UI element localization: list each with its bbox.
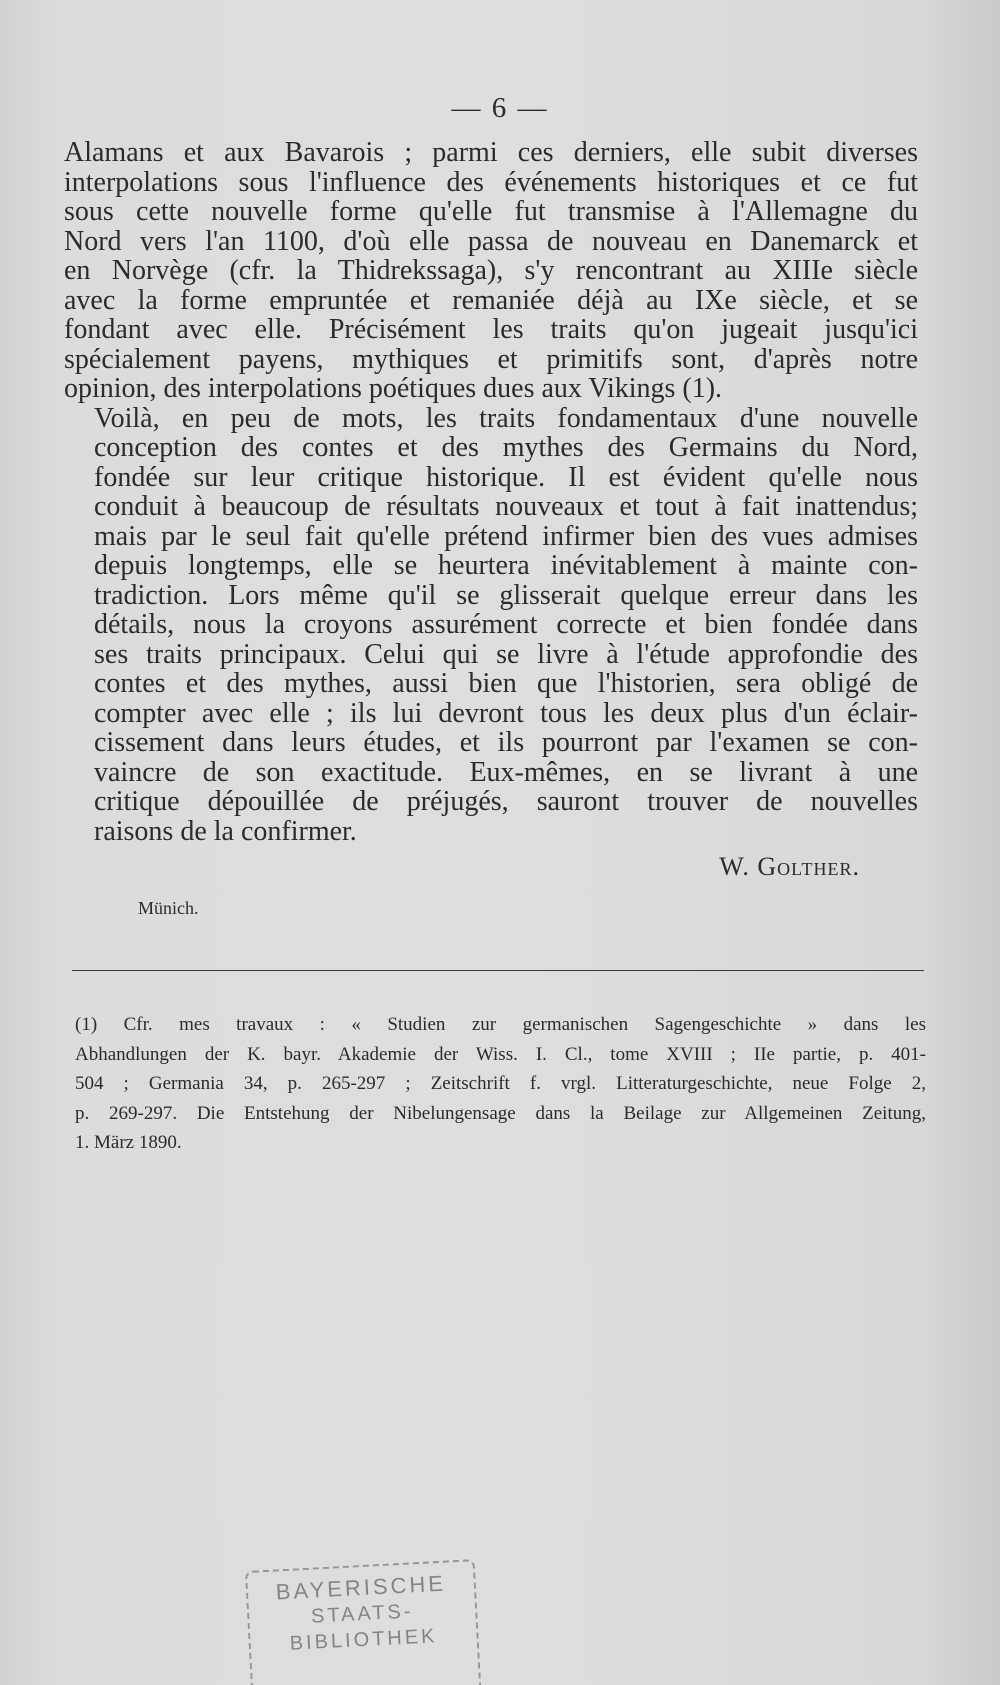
stamp-text: STAATS- xyxy=(310,1600,414,1628)
text-line: vaincre de son exactitude. Eux-mêmes, en se livrant à une xyxy=(94,756,918,788)
text-line: Voilà, en peu de mots, les traits fondamentaux d'une nouvelle xyxy=(94,402,918,434)
text-line: compter avec elle ; ils lui devront tous les deux plus d'un éclair- xyxy=(94,697,918,729)
text-line: raisons de la confirmer. xyxy=(94,815,357,847)
text-line: en Norvège (cfr. la Thidrekssaga), s'y rencontrant au XIIIe siècle xyxy=(64,255,918,286)
footnote xyxy=(75,1010,926,1158)
page-number: — 6 — xyxy=(451,92,549,124)
text-line: fondant avec elle. Précisément les traits qu'on jugeait jusqu'ici xyxy=(64,314,918,345)
text-line: opinion, des interpolations poétiques dues aux Vikings (1). xyxy=(64,373,723,404)
footnote-line: p. 269-297. Die Entstehung der Nibelungensage dans la Beilage zur Allgemeinen Zeitung, xyxy=(75,1102,926,1124)
text-line: mais par le seul fait qu'elle prétend infirmer bien des vues admises xyxy=(94,520,918,552)
footnote-line: 1. März 1890. xyxy=(75,1132,182,1153)
text-line: détails, nous la croyons assurément correcte et bien fondée dans xyxy=(94,609,918,640)
footnote-divider xyxy=(72,970,924,971)
text-line: contes et des mythes, aussi bien que l'historien, sera obligé de xyxy=(94,668,918,699)
text-line: fondée sur leur critique historique. Il est évident qu'elle nous xyxy=(94,461,918,493)
footnote-line: (1) Cfr. mes travaux : « Studien zur germanischen Sagengeschichte » dans les xyxy=(75,1014,926,1035)
text-line: tradiction. Lors même qu'il se glisserait quelque erreur dans les xyxy=(94,579,918,611)
paragraph-2 xyxy=(64,404,918,847)
text-line: Alamans et aux Bavarois ; parmi ces derniers, elle subit diverses xyxy=(64,137,918,168)
author-signature: W. Golther. xyxy=(719,852,860,881)
text-line: ses traits principaux. Celui qui se livre à l'étude approfondie des xyxy=(94,638,918,670)
footnote-line: 504 ; Germania 34, p. 265-297 ; Zeitschrift f. vrgl. Litteraturgeschichte, neue Folge 2, xyxy=(75,1073,926,1094)
stamp-text: BAYERISCHE xyxy=(275,1570,447,1605)
text-line: cissement dans leurs études, et ils pourront par l'examen se con- xyxy=(94,727,918,758)
text-line: conduit à beaucoup de résultats nouveaux et tout à fait inattendus; xyxy=(94,491,918,522)
paragraph-1 xyxy=(64,138,918,404)
main-text xyxy=(64,138,918,846)
stamp-text: BIBLIOTHEK xyxy=(289,1625,438,1655)
footnote-line: Abhandlungen der K. bayr. Akademie der Wiss. I. Cl., tome XVIII ; IIe partie, p. 401- xyxy=(75,1043,926,1065)
text-line: sous cette nouvelle forme qu'elle fut transmise à l'Allemagne du xyxy=(64,196,918,227)
place-name: Münich. xyxy=(138,898,199,918)
text-line: Nord vers l'an 1100, d'où elle passa de nouveau en Danemarck et xyxy=(64,225,918,257)
text-line: critique dépouillée de préjugés, sauront trouver de nouvelles xyxy=(94,786,918,817)
library-stamp xyxy=(245,1559,481,1685)
text-line: conception des contes et des mythes des Germains du Nord, xyxy=(94,432,918,463)
text-line: interpolations sous l'influence des événements historiques et ce fut xyxy=(64,166,918,198)
text-line: avec la forme empruntée et remaniée déjà au IXe siècle, et se xyxy=(64,284,918,316)
text-line: spécialement payens, mythiques et primitifs sont, d'après notre xyxy=(64,343,918,375)
text-line: depuis longtemps, elle se heurtera inévitablement à mainte con- xyxy=(94,550,918,581)
